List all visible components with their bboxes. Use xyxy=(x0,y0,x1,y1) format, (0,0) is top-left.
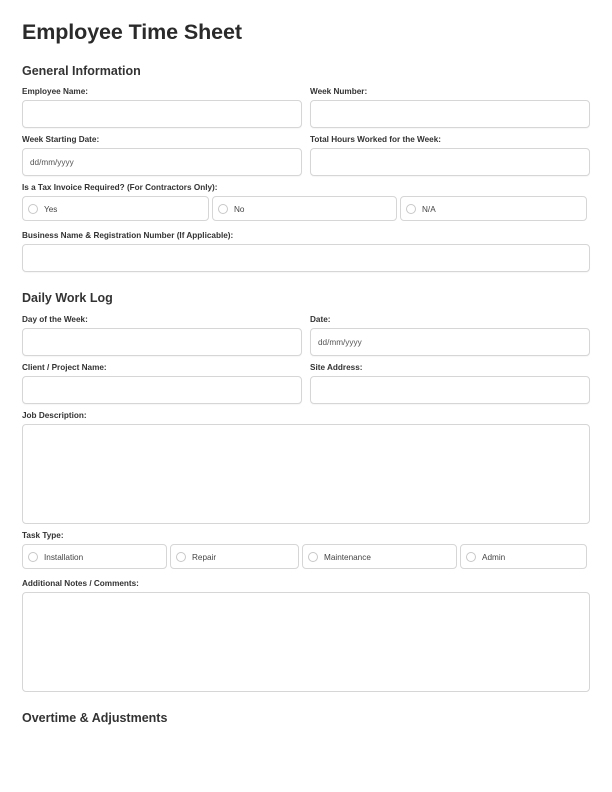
total-hours-label: Total Hours Worked for the Week: xyxy=(310,135,442,144)
week-number-field[interactable] xyxy=(310,100,590,128)
week-number-label: Week Number: xyxy=(310,87,368,96)
notes-label: Additional Notes / Comments: xyxy=(22,579,139,588)
tax-invoice-option-na[interactable] xyxy=(400,196,587,221)
radio-label: Installation xyxy=(44,552,84,562)
radio-circle-icon[interactable] xyxy=(466,552,476,562)
task-type-option-maintenance[interactable] xyxy=(302,544,457,569)
date-field[interactable] xyxy=(310,328,590,356)
page-title: Employee Time Sheet xyxy=(22,20,242,44)
site-address-field[interactable] xyxy=(310,376,590,404)
radio-circle-icon[interactable] xyxy=(308,552,318,562)
radio-label: Admin xyxy=(482,552,506,562)
section-heading-general: General Information xyxy=(22,64,141,78)
date-placeholder: dd/mm/yyyy xyxy=(318,338,362,347)
employee-name-label: Employee Name: xyxy=(22,87,88,96)
tax-invoice-option-no[interactable] xyxy=(212,196,397,221)
site-address-label: Site Address: xyxy=(310,363,363,372)
radio-circle-icon[interactable] xyxy=(28,552,38,562)
radio-circle-icon[interactable] xyxy=(176,552,186,562)
week-starting-date-label: Week Starting Date: xyxy=(22,135,100,144)
task-type-option-repair[interactable] xyxy=(170,544,299,569)
day-of-week-label: Day of the Week: xyxy=(22,315,88,324)
client-project-label: Client / Project Name: xyxy=(22,363,107,372)
radio-circle-icon[interactable] xyxy=(218,204,228,214)
job-description-label: Job Description: xyxy=(22,411,87,420)
notes-textarea[interactable] xyxy=(22,592,590,692)
task-type-option-admin[interactable] xyxy=(460,544,587,569)
business-name-field[interactable] xyxy=(22,244,590,272)
radio-label: No xyxy=(234,204,245,214)
total-hours-field[interactable] xyxy=(310,148,590,176)
client-project-field[interactable] xyxy=(22,376,302,404)
task-type-label: Task Type: xyxy=(22,531,64,540)
radio-label: Repair xyxy=(192,552,217,562)
business-name-label: Business Name & Registration Number (If Applicable): xyxy=(22,231,234,240)
section-heading-overtime: Overtime & Adjustments xyxy=(22,711,168,725)
tax-invoice-option-yes[interactable] xyxy=(22,196,209,221)
tax-invoice-label: Is a Tax Invoice Required? (For Contractors Only): xyxy=(22,183,218,192)
date-label: Date: xyxy=(310,315,331,324)
week-starting-date-field[interactable] xyxy=(22,148,302,176)
radio-label: Maintenance xyxy=(324,552,371,562)
radio-label: Yes xyxy=(44,204,58,214)
task-type-option-installation[interactable] xyxy=(22,544,167,569)
radio-label: N/A xyxy=(422,204,436,214)
radio-circle-icon[interactable] xyxy=(28,204,38,214)
job-description-textarea[interactable] xyxy=(22,424,590,524)
employee-name-field[interactable] xyxy=(22,100,302,128)
radio-circle-icon[interactable] xyxy=(406,204,416,214)
week-starting-date-placeholder: dd/mm/yyyy xyxy=(30,158,74,167)
day-of-week-field[interactable] xyxy=(22,328,302,356)
section-heading-daily: Daily Work Log xyxy=(22,291,113,305)
